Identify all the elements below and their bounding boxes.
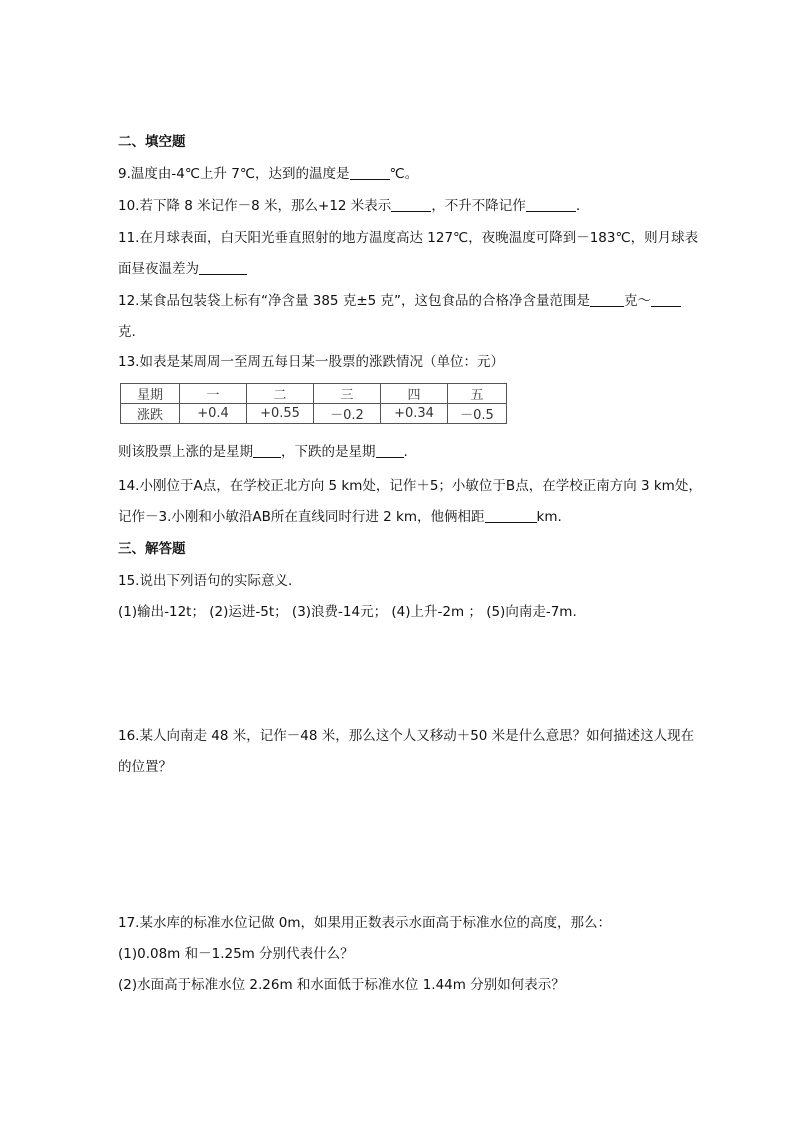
table-data-row	[121, 404, 507, 424]
question-16-line-2: 的位置？	[118, 759, 172, 775]
q14-answer-blank[interactable]	[485, 508, 537, 523]
q12-text-2: 克～	[624, 293, 651, 309]
table-header-label: 星期	[121, 384, 180, 404]
q13-answer-blank-1[interactable]	[253, 443, 281, 458]
question-15-items: (1)输出-12t； (2)运进-5t； (3)浪费-14元； (4)上升-2m ； (5)向南走-7m.	[118, 604, 577, 620]
q13-answer-blank-2[interactable]	[376, 443, 404, 458]
table-header-row	[121, 384, 507, 404]
question-16-line-1: 16.某人向南走 48 米，记作－48 米，那么这个人又移动＋50 米是什么意思？如何描述这人现在	[118, 728, 695, 744]
table-value-cell: +0.34	[381, 404, 448, 424]
question-14-line-2	[118, 507, 562, 527]
table-day-cell: 一	[180, 384, 247, 404]
question-17-line-1: 17.某水库的标准水位记做 0m，如果用正数表示水面高于标准水位的高度，那么：	[118, 915, 611, 931]
question-13-answer-line	[118, 442, 408, 462]
question-17-line-2: (1)0.08m 和－1.25m 分别代表什么？	[118, 946, 354, 962]
q12-text: 12.某食品包装袋上标有“净含量 385 克±5 克”，这包食品的合格净含量范围是	[118, 293, 590, 309]
question-15-title: 15.说出下列语句的实际意义.	[118, 573, 293, 589]
table-value-cell: +0.4	[180, 404, 247, 424]
q10-text: 10.若下降 8 米记作－8 米，那么+12 米表示	[118, 198, 392, 214]
q10-end: .	[575, 198, 581, 214]
question-11-line-1: 11.在月球表面，白天阳光垂直照射的地方温度高达 127℃，夜晚温度可降到－183℃，则月球表	[118, 230, 699, 246]
table-row-label: 涨跌	[121, 404, 180, 424]
question-13-title: 13.如表是某周周一至周五每日某一股票的涨跌情况（单位：元）	[118, 354, 504, 370]
q13-end: .	[403, 444, 408, 460]
section-heading-solve: 三、解答题	[118, 541, 186, 557]
q13-text-2: ，下跌的是星期	[281, 444, 376, 460]
table-day-cell: 二	[247, 384, 314, 404]
question-17-line-3: (2)水面高于标准水位 2.26m 和水面低于标准水位 1.44m 分别如何表示？	[118, 977, 565, 993]
table-day-cell: 三	[314, 384, 381, 404]
q14-text: 记作－3.小刚和小敏沿AB所在直线同时行进 2 km，他俩相距	[118, 509, 485, 525]
q11-text: 面昼夜温差为	[118, 261, 199, 277]
q14-unit: km.	[536, 509, 562, 525]
table-value-cell: －0.2	[314, 404, 381, 424]
question-12-line-2: 克.	[118, 324, 136, 340]
question-14-line-1: 14.小刚位于A点，在学校正北方向 5 km处，记作＋5；小敏位于B点，在学校正南方向 3 km处，	[118, 478, 702, 494]
q10-text-2: ，不升不降记作	[431, 198, 526, 214]
question-9	[118, 164, 418, 184]
q12-answer-blank-2[interactable]	[651, 292, 681, 307]
q10-answer-blank-2[interactable]	[526, 197, 576, 212]
q9-answer-blank[interactable]	[350, 165, 390, 180]
q9-text: 9.温度由-4℃上升 7℃，达到的温度是	[118, 166, 350, 182]
q12-answer-blank-1[interactable]	[590, 292, 624, 307]
q9-unit: ℃。	[389, 166, 419, 182]
q13-text: 则该股票上涨的是星期	[118, 444, 253, 460]
q11-answer-blank[interactable]	[199, 260, 247, 275]
table-day-cell: 四	[381, 384, 448, 404]
q10-answer-blank-1[interactable]	[391, 197, 431, 212]
table-value-cell: +0.55	[247, 404, 314, 424]
question-12-line-1	[118, 291, 681, 311]
stock-change-table	[120, 383, 507, 424]
question-11-line-2	[118, 259, 247, 279]
section-heading-fill-blank: 二、填空题	[118, 134, 186, 150]
table-day-cell: 五	[448, 384, 507, 404]
table-value-cell: －0.5	[448, 404, 507, 424]
question-10	[118, 196, 580, 216]
